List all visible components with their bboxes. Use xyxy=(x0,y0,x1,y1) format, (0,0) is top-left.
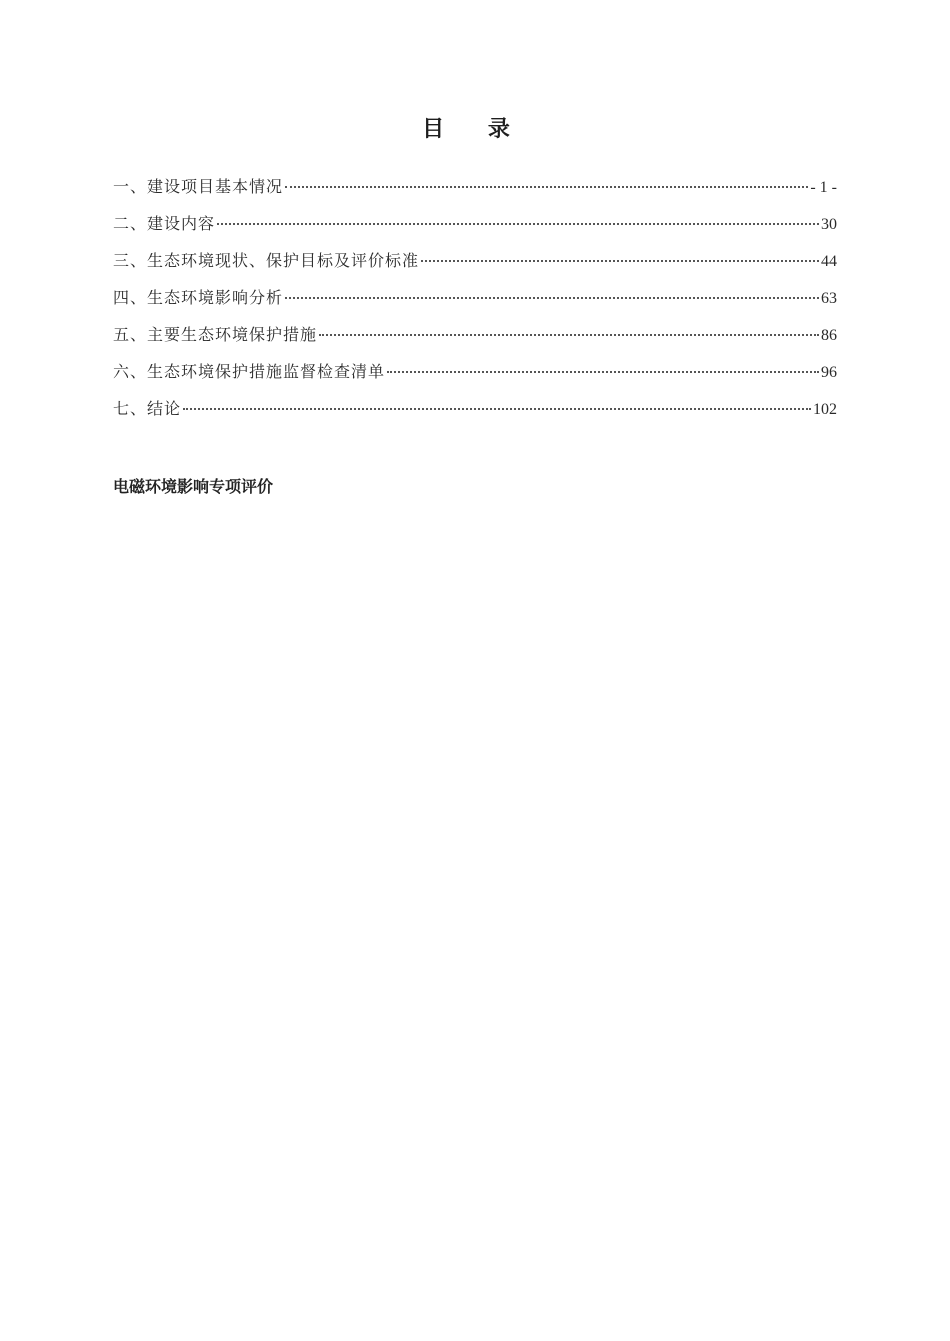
toc-entry-page: 63 xyxy=(821,290,837,307)
toc-leader-dots xyxy=(285,297,819,299)
toc-entry-label: 一、建设项目基本情况 xyxy=(113,177,284,196)
toc-entry-page: 44 xyxy=(821,253,837,270)
toc-entry-page: 102 xyxy=(813,401,837,418)
toc-leader-dots xyxy=(387,371,819,373)
toc-entry-page: 86 xyxy=(821,327,837,344)
toc-entry-label: 三、生态环境现状、保护目标及评价标准 xyxy=(113,251,420,270)
section-heading: 电磁环境影响专项评价 xyxy=(113,477,274,496)
toc-leader-dots xyxy=(421,260,819,262)
table-of-contents xyxy=(113,172,837,431)
toc-entry[interactable] xyxy=(113,246,837,283)
page-title: 目 录 xyxy=(422,117,528,142)
toc-entry-page: - 1 - xyxy=(810,179,837,196)
toc-leader-dots xyxy=(319,334,819,336)
toc-entry-page: 96 xyxy=(821,364,837,381)
toc-leader-dots xyxy=(217,223,819,225)
toc-entry[interactable] xyxy=(113,172,837,209)
toc-entry-label: 七、结论 xyxy=(113,399,182,418)
toc-entry[interactable] xyxy=(113,320,837,357)
toc-leader-dots xyxy=(183,408,811,410)
toc-entry-page: 30 xyxy=(821,216,837,233)
toc-entry[interactable] xyxy=(113,394,837,431)
toc-entry-label: 二、建设内容 xyxy=(113,214,216,233)
toc-entry-label: 四、生态环境影响分析 xyxy=(113,288,284,307)
toc-entry[interactable] xyxy=(113,209,837,246)
toc-entry[interactable] xyxy=(113,283,837,320)
toc-leader-dots xyxy=(285,186,808,188)
toc-entry[interactable] xyxy=(113,357,837,394)
toc-entry-label: 六、生态环境保护措施监督检查清单 xyxy=(113,362,386,381)
toc-entry-label: 五、主要生态环境保护措施 xyxy=(113,325,318,344)
